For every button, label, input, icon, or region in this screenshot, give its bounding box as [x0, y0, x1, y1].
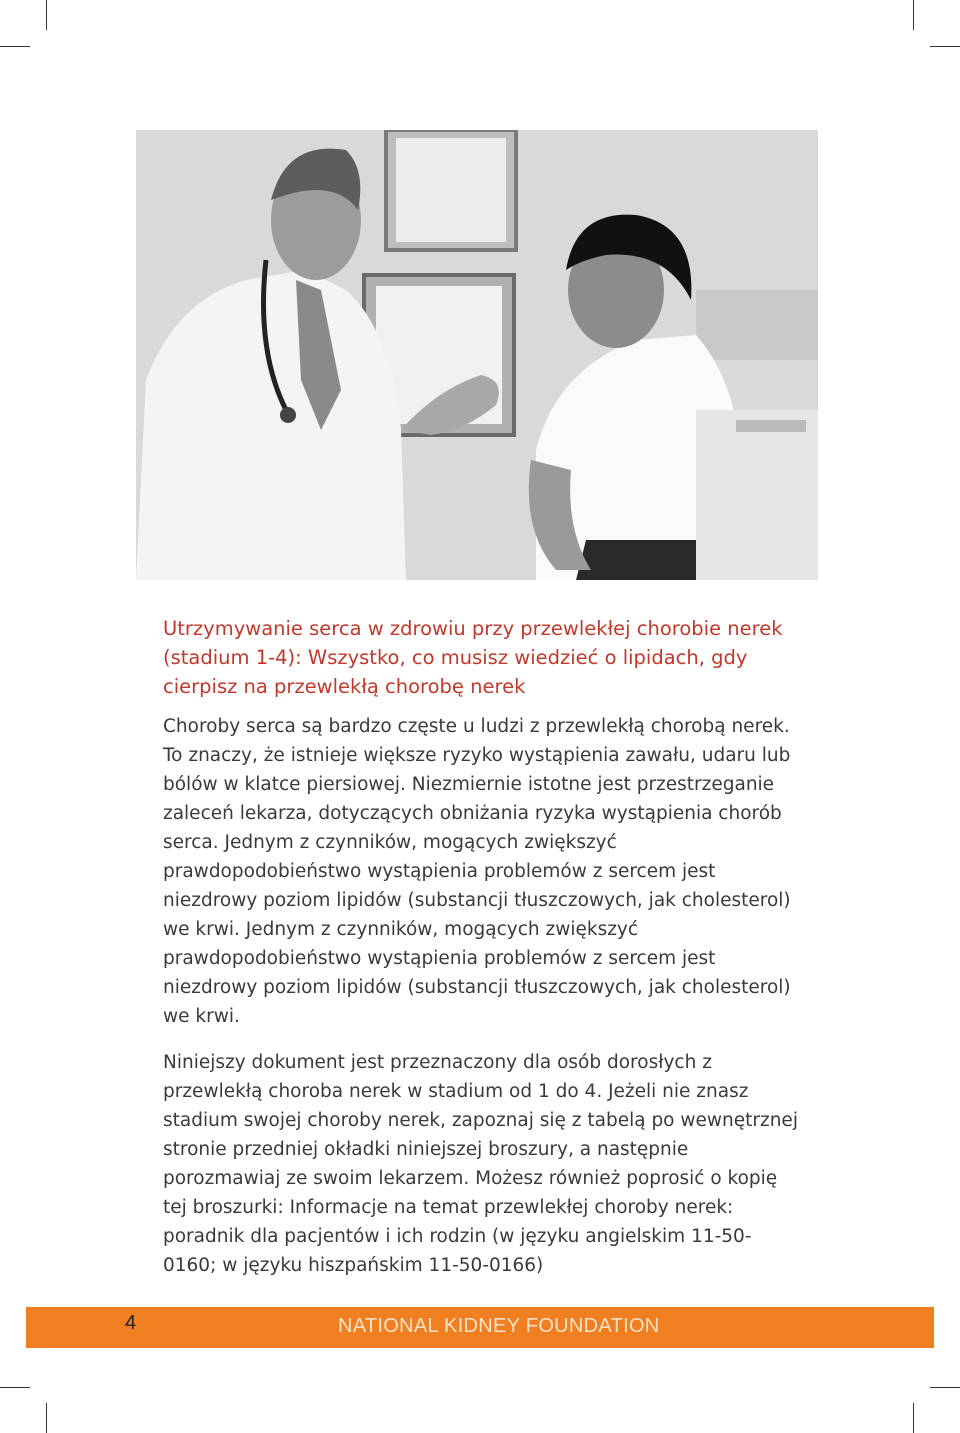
doctor-patient-photo [136, 130, 818, 580]
body-paragraph: Choroby serca są bardzo częste u ludzi z przewlekłą chorobą nerek. To znaczy, że istnieje większe ryzyko wystąpienia zawału, udaru lub bólów w klatce piersiowej. Niezmiernie istotne jest przestrzeganie zaleceń lekarza, dotyczących obniżania ryzyka wystąpienia chorób serca. Jednym z czynników, mogących zwiększyć prawdopodobieństwo wystąpienia problemów z sercem jest niezdrowy poziom lipidów (substancji tłuszczowych, jak cholesterol) we krwi. Jednym z czynników, mogących zwiększyć prawdopodobieństwo wystąpienia problemów z sercem jest niezdrowy poziom lipidów (substancji tłuszczowych, jak cholesterol) we krwi. [163, 716, 791, 1027]
footer-organization: NATIONAL KIDNEY FOUNDATION [338, 1315, 660, 1337]
crop-mark [930, 46, 960, 47]
crop-mark [46, 1403, 47, 1433]
crop-mark [0, 1387, 30, 1388]
crop-mark [46, 0, 47, 30]
page-number: 4 [125, 1312, 137, 1334]
article-title: Utrzymywanie serca w zdrowiu przy przewlekłej chorobie nerek (stadium 1-4): Wszystko, co musisz wiedzieć o lipidach, gdy cierpisz na przewlekłą chorobę nerek [163, 617, 783, 698]
crop-mark [913, 0, 914, 30]
crop-mark [913, 1403, 914, 1433]
crop-mark [0, 46, 30, 47]
crop-mark [930, 1387, 960, 1388]
body-paragraph: Niniejszy dokument jest przeznaczony dla osób dorosłych z przewlekłą choroba nerek w stadium od 1 do 4. Jeżeli nie znasz stadium swojej choroby nerek, zapoznaj się z tabelą po wewnętrznej stronie przedniej okładki niniejszej broszury, a następnie porozmawiaj ze swoim lekarzem. Możesz również poprosić o kopię tej broszurki: Informacje na temat przewlekłej choroby nerek: poradnik dla pacjentów i ich rodzin (w języku angielskim 11-50-0160; w języku hiszpańskim 11-50-0166) [163, 1052, 798, 1276]
